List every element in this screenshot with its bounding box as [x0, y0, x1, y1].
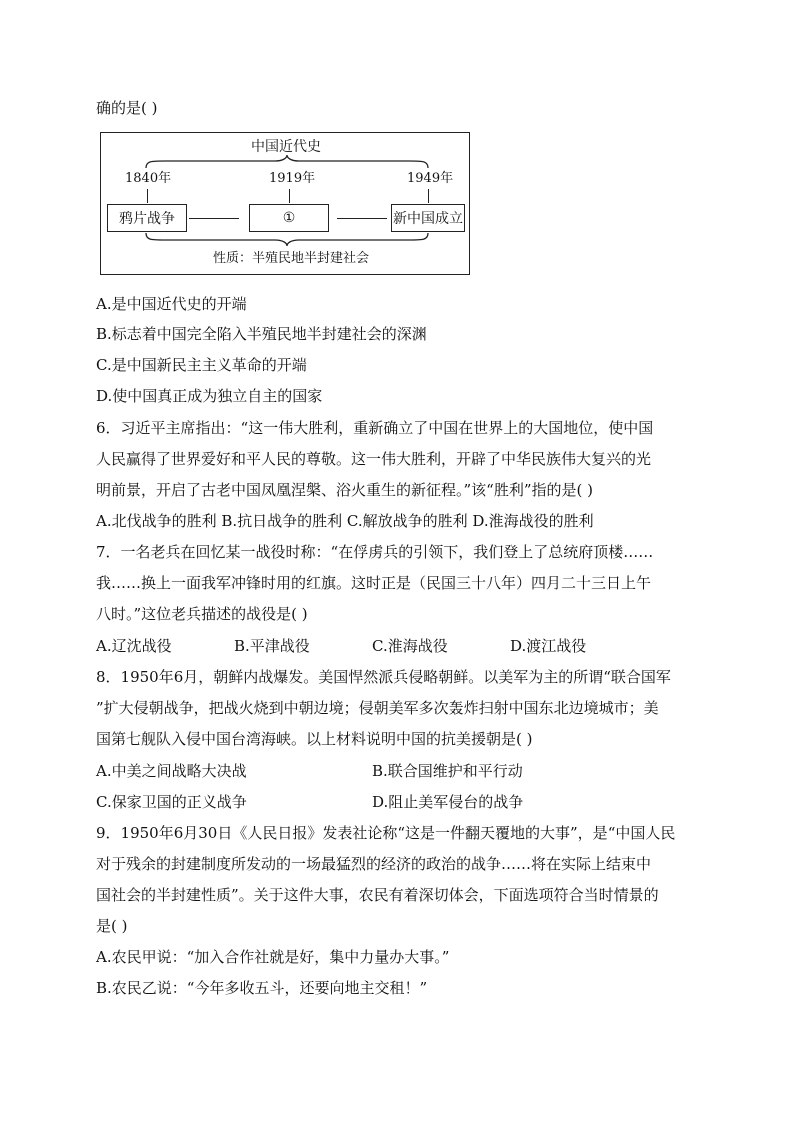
tick-mid: [289, 189, 290, 203]
box-new-china: 新中国成立: [391, 204, 465, 232]
q9-option-b: B.农民乙说：“今年多收五斗，还要向地主交租！”: [96, 979, 428, 997]
q8-stem-line-2: ”扩大侵朝战争，把战火烧到中朝边境；侵朝美军多次轰炸扫射中国东北边境城市；美: [96, 699, 659, 717]
connector-right: [337, 218, 387, 219]
q5-option-b: B.标志着中国完全陷入半殖民地半封建社会的深渊: [96, 325, 427, 343]
q7-stem-line-3: 八时。”这位老兵描述的战役是( ): [96, 605, 308, 623]
q8-option-a: A.中美之间战略大决战: [96, 762, 247, 780]
q7-stem-line-1: 7．一名老兵在回忆某一战役时称：“在俘虏兵的引领下，我们登上了总统府顶楼……: [96, 543, 654, 561]
q8-stem-line-1: 8．1950年6月，朝鲜内战爆发。美国悍然派兵侵略朝鲜。以美军为主的所谓“联合国军: [96, 668, 671, 686]
q8-option-d: D.阻止美军侵台的战争: [372, 793, 524, 811]
q8-stem-line-3: 国第七舰队入侵中国台湾海峡。以上材料说明中国的抗美援朝是( ): [96, 730, 533, 748]
diagram-nature-label: 性质：半殖民地半封建社会: [213, 251, 370, 266]
q7-stem-line-2: 我……换上一面我军冲锋时用的红旗。这时正是（民国三十八年）四月二十三日上午: [96, 574, 652, 592]
year-1840-label: 1840年: [125, 171, 172, 186]
box-opium-war: 鸦片战争: [107, 204, 187, 232]
question-5-stem-tail: 确的是( ): [96, 99, 158, 117]
tick-right: [428, 189, 429, 203]
q7-option-a: A.辽沈战役: [96, 637, 172, 655]
q6-options: A.北伐战争的胜利 B.抗日战争的胜利 C.解放战争的胜利 D.淮海战役的胜利: [96, 512, 594, 530]
q6-stem-line-3: 明前景，开启了古老中国凤凰涅槃、浴火重生的新征程。”该“胜利”指的是( ): [96, 481, 593, 499]
q5-option-a: A.是中国近代史的开端: [96, 295, 247, 313]
bottom-brace: [145, 233, 429, 247]
history-timeline-diagram: [100, 132, 470, 275]
tick-left: [147, 189, 148, 203]
q5-option-c: C.是中国新民主主义革命的开端: [96, 356, 307, 374]
year-1949-label: 1949年: [407, 171, 454, 186]
q7-option-c: C.淮海战役: [372, 637, 448, 655]
q5-option-d: D.使中国真正成为独立自主的国家: [96, 387, 323, 405]
q8-option-c: C.保家卫国的正义战争: [96, 793, 247, 811]
q9-stem-line-4: 是( ): [96, 917, 128, 935]
box-event-one: ①: [249, 204, 329, 232]
q7-option-d: D.渡江战役: [510, 637, 587, 655]
q7-option-b: B.平津战役: [234, 637, 310, 655]
diagram-top-label: 中国近代史: [251, 139, 321, 155]
q9-stem-line-1: 9．1950年6月30日《人民日报》发表社论称“这是一件翻天覆地的大事”，是“中国人民: [96, 824, 676, 842]
q9-option-a: A.农民甲说：“加入合作社就是好，集中力量办大事。”: [96, 948, 450, 966]
q6-stem-line-1: 6．习近平主席指出：“这一伟大胜利，重新确立了中国在世界上的大国地位，使中国: [96, 419, 654, 437]
top-brace: [145, 155, 429, 169]
q8-option-b: B.联合国维护和平行动: [372, 762, 523, 780]
q9-stem-line-2: 对于残余的封建制度所发动的一场最猛烈的经济的政治的战争……将在实际上结束中: [96, 855, 652, 873]
q6-stem-line-2: 人民赢得了世界爱好和平人民的尊敬。这一伟大胜利，开辟了中华民族伟大复兴的光: [96, 450, 652, 468]
q9-stem-line-3: 国社会的半封建性质”。关于这件大事，农民有着深切体会，下面选项符合当时情景的: [96, 886, 659, 904]
year-1919-label: 1919年: [269, 171, 316, 186]
connector-left: [189, 218, 239, 219]
